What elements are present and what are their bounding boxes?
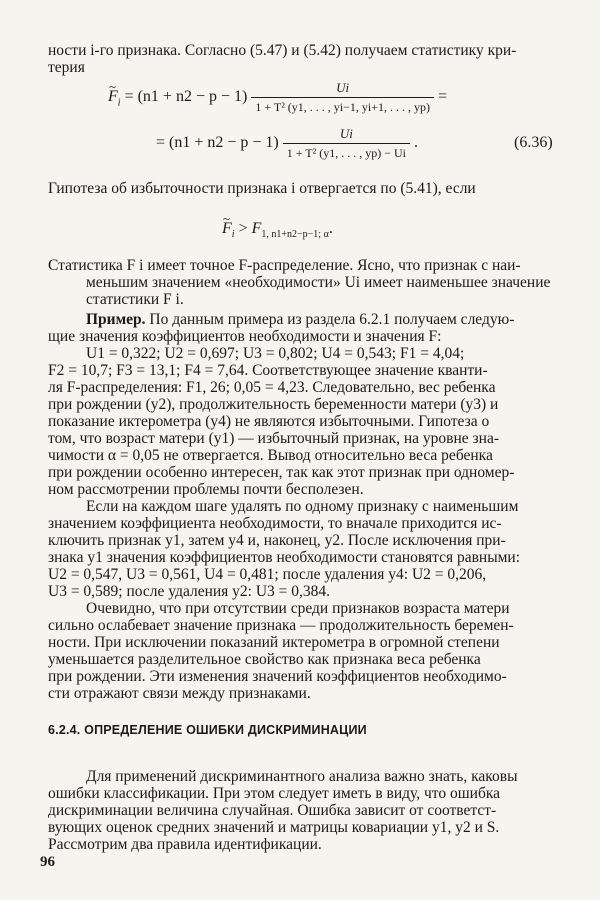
text-line: показание иктерометра (y4) не являются избыточными. Гипотеза о [48,413,490,430]
text-fragment: По данным примера из раздела 6.2.1 получаем следую- [149,311,515,328]
section-heading: 6.2.4. ОПРЕДЕЛЕНИЕ ОШИБКИ ДИСКРИМИНАЦИИ [48,723,367,737]
text-line: при рождении особенно интересен, так как этот признак при одномер- [48,464,515,481]
equation-6-36-line-1 [108,80,447,115]
f-tilde-symbol: ~ F [108,88,118,106]
subscript: 1, n1+n2−p−1; α [261,229,329,241]
text-line: знака y1 значения коэффициентов необходимости становятся равными: [48,549,521,566]
text-line: ключить признак y1, затем y4 и, наконец, y2. После исключения при- [48,532,506,549]
statistic-paragraph [48,257,560,308]
page-number: 96 [40,854,55,870]
text-line: ности i-го признака. Согласно (5.47) и (5.42) получаем статистику кри- [48,42,517,59]
step-removal-paragraph [48,498,560,600]
text-line: значением коэффициента необходимости, то вначале приходится ис- [48,515,502,532]
text-line: статистики F i. [86,291,184,308]
example-paragraph [48,311,560,498]
hypothesis-line [48,180,560,197]
text-line: Статистика F i имеет точное F-распределение. Ясно, что признак с наи- [48,257,521,274]
text-line: ля F-распределения: F1, 26; 0,05 = 4,23. Следовательно, вес ребенка [48,379,496,396]
subscript: i [231,229,235,241]
text-line: ном рассмотрении проблемы почти бесполезен. [48,481,364,498]
text-line: Очевидно, что при отсутствии среди признаков возраста матери [86,600,510,617]
equation-fraction [251,80,434,115]
text-line: уменьшается разделительное свойство как признака веса ребенка [48,651,481,668]
text-line: Рассмотрим два правила идентификации. [48,836,322,853]
text-line [48,311,560,328]
equation-trail: = [438,88,448,106]
text-line: чимости α = 0,05 не отвергается. Вывод относительно веса ребенка [48,447,493,464]
text-line: вующих оценок средних значений и матрицы ковариации y1, y2 и S. [48,819,500,836]
text-line: U3 = 0,589; после удаления y2: U3 = 0,384. [48,583,331,600]
fraction-numerator: Ui [336,80,350,95]
equation-6-36-line-2 [156,126,418,161]
text-line: Для применений дискриминантного анализа важно знать, каковы [86,768,518,785]
final-paragraph [48,768,560,853]
text-line: U2 = 0,547, U3 = 0,561, U4 = 0,481; после удаления y4: U2 = 0,206, [48,566,487,583]
example-label: Пример. [86,311,146,328]
fraction-denominator: 1 + T² (y1, . . . , yp) − Ui [283,143,410,161]
text-line: Если на каждом шаге удалять по одному признаку с наименьшим [86,498,519,515]
text-line: ошибки классификации. При этом следует иметь в виду, что ошибка [48,785,501,802]
text-line: при рождении. Эти изменения значений коэффициентов необходимо- [48,668,507,685]
fraction-denominator: 1 + T² (y1, . . . , yi−1, yi+1, . . . , yp) [251,97,434,115]
conclusion-paragraph [48,600,560,702]
text-line: сти отражают связи между признаками. [48,685,311,702]
equation-fraction [283,126,410,161]
inequality-formula [222,220,333,240]
f-tilde-symbol: ~ F [222,220,232,238]
text-line: при рождении (y2), продолжительность беременности матери (y3) и [48,396,499,413]
text-line: том, что возраст матери (y1) — избыточный признак, на уровне зна- [48,430,499,447]
equation-trail: . [414,134,418,152]
text-line: терия [48,59,85,76]
equation-trail: . [328,220,333,237]
text-line: U1 = 0,322; U2 = 0,697; U3 = 0,802; U4 = 0,543; F1 = 4,04; [86,345,465,362]
equation-factor: = (n1 + n2 − p − 1) [124,88,248,106]
text-line: дискриминации величина случайная. Ошибка зависит от соответст- [48,802,497,819]
text-line: Гипотеза об избыточности признака i отвергается по (5.41), если [48,180,476,197]
text-line: F2 = 10,7; F3 = 13,1; F4 = 7,64. Соответствующее значение кванти- [48,362,488,379]
text-line: сильно ослабевает значение признака — продолжительность беремен- [48,617,514,634]
f-symbol: F [251,220,262,237]
text-line: ности. При исключении показаний иктерометра в огромной степени [48,634,500,651]
relation-symbol: > [238,220,248,237]
subscript: i [117,97,121,109]
text-line: меньшим значением «необходимости» Ui имеет наименьшее значение [86,274,551,291]
fraction-numerator: Ui [339,126,353,141]
equation-number: (6.36) [514,134,553,151]
text-line: щие значения коэффициентов необходимости и значения F: [48,328,442,345]
equation-factor: = (n1 + n2 − p − 1) [156,134,279,152]
intro-paragraph [48,42,560,76]
